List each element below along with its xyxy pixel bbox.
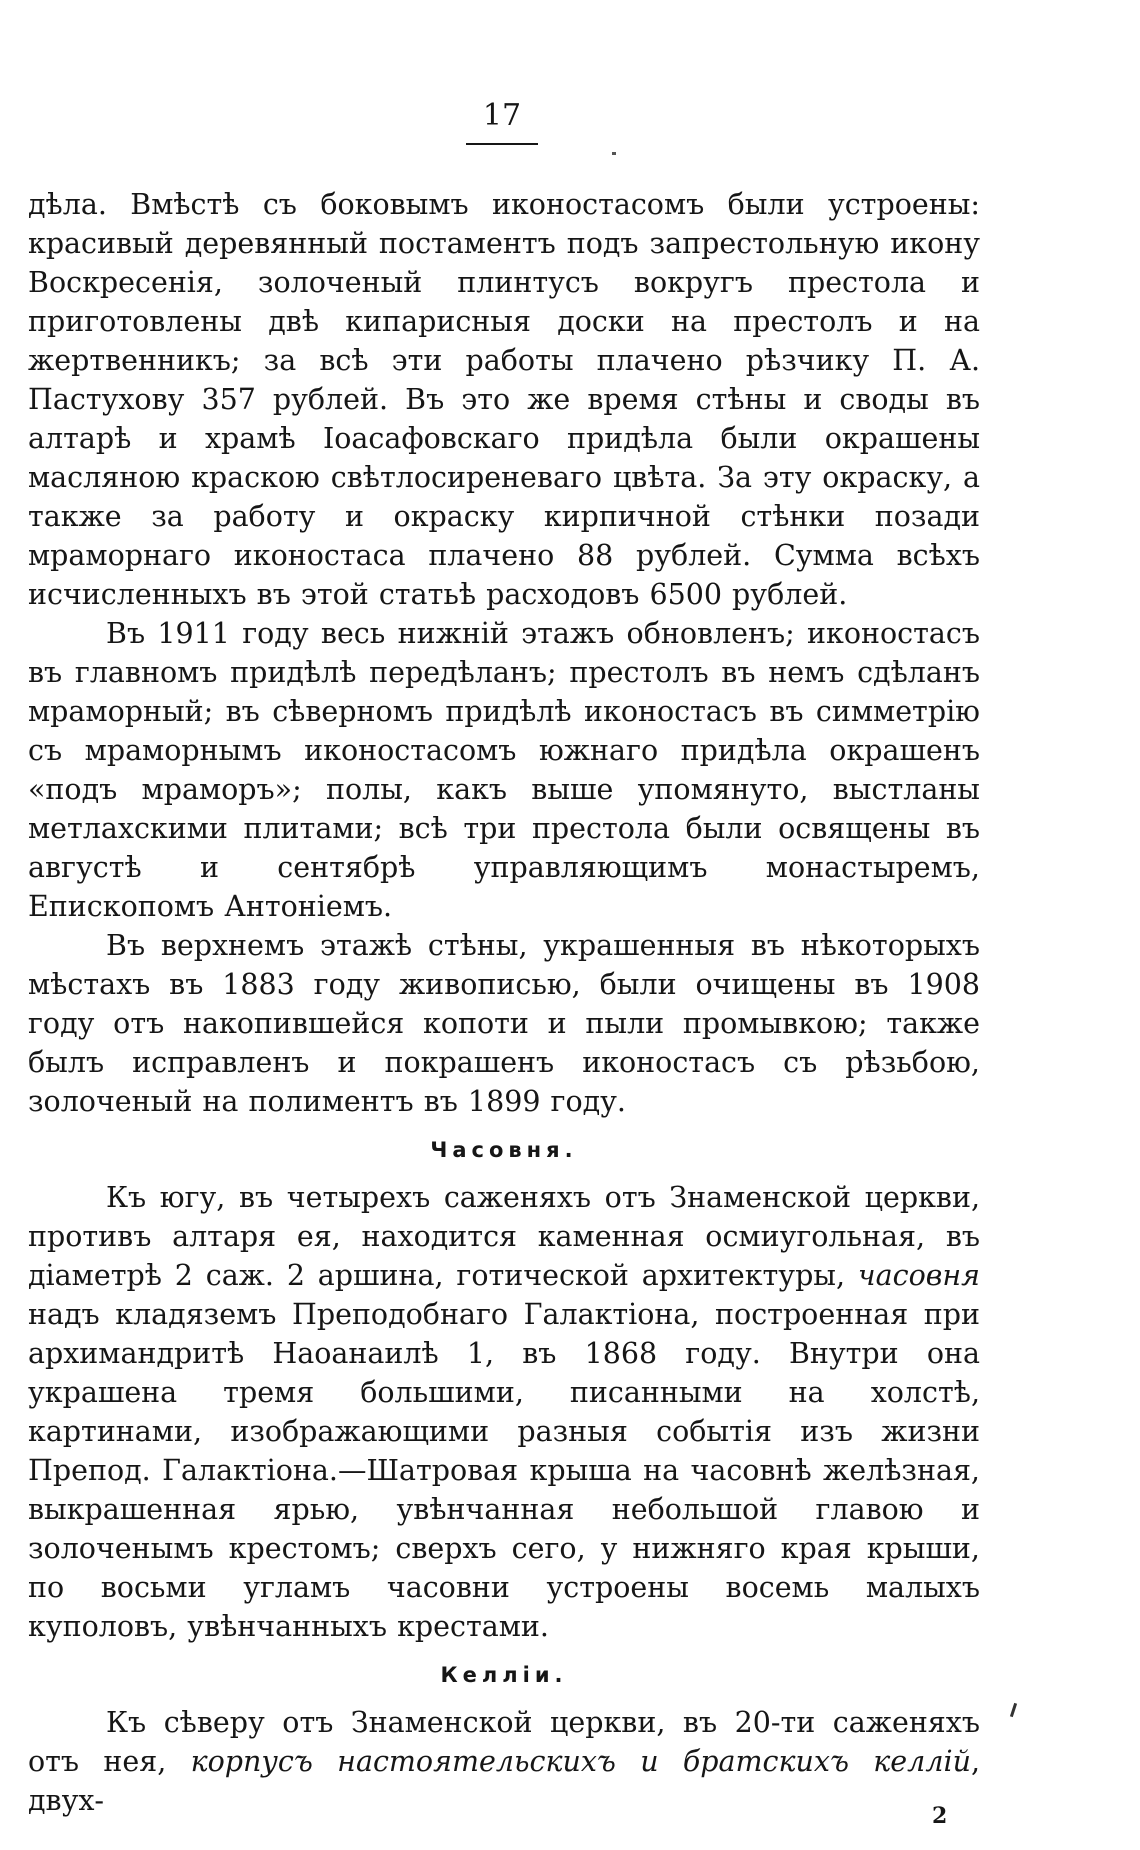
section-heading-cells: Келліи. [440,1663,568,1687]
page-number-underline [466,143,538,145]
section-heading-chapel: Часовня. [430,1138,578,1162]
paragraph-chapel [28,1178,980,1646]
paragraph: дѣла. Вмѣстѣ съ боковымъ иконостасомъ были устроены: красивый деревянный постаментъ подъ запрестольную икону Воскресенія, золоченый плинтусъ вокругъ престола и приготовлены двѣ кипарисныя доски на престолъ и на жертвенникъ; за всѣ эти работы плачено рѣзчику П. А. Пастухову 357 рублей. Въ это же время стѣны и своды въ алтарѣ и храмѣ Іоасафовскаго придѣла были окрашены масляною краскою свѣтлосиреневаго цвѣта. За эту окраску, а также за работу и окраску кирпичной стѣнки позади мраморнаго иконостаса плачено 88 рублей. Сумма всѣхъ исчисленныхъ въ этой статьѣ расходовъ 6500 рублей. [28,188,980,611]
body-text [28,185,980,1820]
paragraph-cells [28,1703,980,1820]
text-run: Къ югу, въ четырехъ саженяхъ отъ Знаменской церкви, противъ алтаря ея, находится каменная осмиугольная, въ діаметрѣ 2 саж. 2 аршина, готической архитектуры, [28,1181,980,1292]
text-run: Къ сѣверу отъ Знаменской церкви, въ 20-ти саженяхъ отъ нея, [28,1706,980,1778]
text-run: , двух- [28,1745,980,1817]
section-intro [28,185,980,1121]
italic-term: корпусъ настоятельскихъ и братскихъ келлій [190,1745,971,1778]
margin-mark [1010,1703,1017,1717]
text-run: надъ кладяземъ Преподобнаго Галактіона, построенная при архимандритѣ Наоанаилѣ 1, въ 1868 году. Внутри она украшена тремя большими, писанными на холстѣ, картинами, изображающими разныя событія изъ жизни Препод. Галактіона.—Шатровая крыша на часовнѣ желѣзная, выкрашенная ярью, увѣнчанная небольшой главою и золоченымъ крестомъ; сверхъ сего, у нижняго края крыши, по восьми угламъ часовни устроены восемь малыхъ куполовъ, увѣнчанныхъ крестами. [28,1298,980,1643]
signature-mark: 2 [932,1803,948,1829]
paragraph: Въ 1911 году весь нижній этажъ обновленъ; иконостасъ въ главномъ придѣлѣ передѣланъ; престолъ въ немъ сдѣланъ мраморный; въ сѣверномъ придѣлѣ иконостасъ въ симметрію съ мраморнымъ иконостасомъ южнаго придѣла окрашенъ «подъ мраморъ»; полы, какъ выше упомянуто, выстланы метлахскими плитами; всѣ три престола были освящены въ августѣ и сентябрѣ управляющимъ монастыремъ, Епископомъ Антоніемъ. [28,617,980,923]
print-speck [612,152,616,155]
page-number: 17 [482,98,522,133]
italic-term: часовня [857,1259,980,1292]
paragraph: Въ верхнемъ этажѣ стѣны, украшенныя въ нѣкоторыхъ мѣстахъ въ 1883 году живописью, были очищены въ 1908 году отъ накопившейся копоти и пыли промывкою; также былъ исправленъ и покрашенъ иконостасъ съ рѣзьбою, золоченый на полиментъ въ 1899 году. [28,929,980,1118]
